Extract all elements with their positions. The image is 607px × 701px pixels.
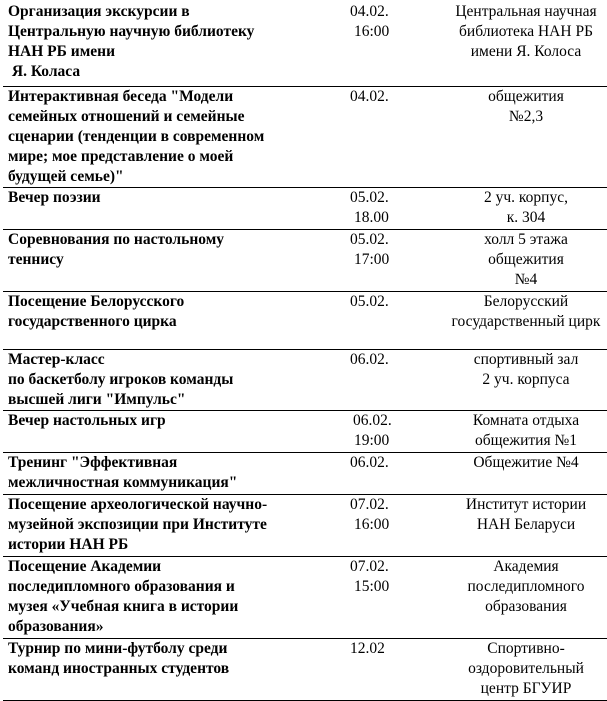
event-place-cell [434, 2, 607, 86]
event-place-line: №2,3 [508, 107, 544, 125]
table-row [3, 410, 607, 452]
event-name-line: Тренинг "Эффективная [8, 453, 178, 471]
event-time: 15:00 [354, 577, 390, 595]
event-name-line: межличностная коммуникация" [8, 473, 238, 491]
event-place-cell [434, 410, 607, 452]
event-place-line: Белорусский [483, 292, 569, 310]
event-place-line: НАН Беларуси [476, 515, 576, 533]
event-name-line: Мастер-класс [8, 350, 105, 368]
event-time: 16:00 [354, 515, 390, 533]
event-time: 16:00 [354, 23, 390, 40]
event-date: 05.02. [350, 188, 389, 206]
event-name-line: музейной экспозиции при Институте [8, 515, 267, 533]
event-place-line: Комната отдыха [472, 411, 580, 429]
event-place-line: общежития [488, 87, 564, 105]
event-time: 18.00 [354, 208, 389, 226]
event-name-cell [3, 187, 342, 229]
event-name-cell [3, 410, 342, 452]
event-date: 04.02. [350, 3, 389, 20]
event-place-cell [434, 86, 607, 187]
event-date: 06.02. [350, 453, 389, 471]
event-place-cell [434, 291, 607, 349]
event-date-cell [342, 349, 434, 410]
table-row [3, 638, 607, 700]
event-name-line: Организация экскурсии в [8, 3, 190, 20]
event-place-line: общежития [488, 250, 564, 268]
event-date: 12.02 [350, 639, 385, 657]
table-row [3, 556, 607, 638]
event-place-line: библиотека НАН РБ [459, 23, 593, 40]
event-place-cell [434, 229, 607, 291]
event-place-line: имени Я. Колоса [470, 43, 582, 60]
event-place-cell [434, 349, 607, 410]
event-place-line: центр БГУИР [480, 679, 572, 697]
event-name-cell [3, 349, 342, 410]
event-place-line: общежития №1 [474, 431, 578, 449]
event-place-line: Центральная научная [455, 3, 597, 20]
event-name-line: команд иностранных студентов [8, 659, 230, 677]
event-name-line: Центральную научную библиотеку [8, 23, 255, 40]
table-row [3, 349, 607, 410]
event-place-line: последипломного [467, 577, 585, 595]
event-name-cell [3, 2, 342, 86]
event-place-line: Общежитие №4 [473, 453, 579, 471]
event-name-line: НАН РБ имени [8, 43, 116, 60]
event-name-line: высшей лиги "Импульс" [8, 390, 186, 408]
event-place-line: государственный цирк [451, 312, 601, 330]
event-name-line: музея «Учебная книга в истории [8, 597, 239, 615]
event-date: 05.02. [350, 292, 389, 310]
table-row [3, 229, 607, 291]
event-place-line: Институт истории [465, 495, 587, 513]
event-date-cell [342, 494, 434, 556]
event-date-cell [342, 2, 434, 86]
event-name-line: Посещение археологической научно- [8, 495, 268, 513]
event-name-line: мире; мое представление о моей [8, 147, 234, 165]
event-place-cell [434, 452, 607, 494]
event-name-line: Я. Коласа [8, 63, 81, 80]
event-name-line: Посещение Белорусского [8, 292, 185, 310]
event-place-line: холл 5 этажа [484, 230, 568, 248]
table-row [3, 2, 607, 86]
event-place-cell [434, 494, 607, 556]
event-date: 05.02. [350, 230, 389, 248]
event-place-line: №4 [514, 270, 538, 288]
event-place-line: Спортивно- [487, 639, 565, 657]
event-date: 06.02. [353, 411, 392, 429]
event-name-cell [3, 638, 342, 700]
event-name-cell [3, 86, 342, 187]
event-name-cell [3, 556, 342, 638]
event-place-cell [434, 556, 607, 638]
event-date-cell [342, 291, 434, 349]
event-date-cell [342, 229, 434, 291]
event-date-cell [342, 452, 434, 494]
table-row [3, 452, 607, 494]
event-name-line: сценарии (тенденции в современном [8, 127, 265, 145]
event-name-cell [3, 291, 342, 349]
event-date-cell [342, 638, 434, 700]
event-name-cell [3, 452, 342, 494]
event-date: 07.02. [350, 557, 389, 575]
event-time: 17:00 [354, 250, 390, 268]
event-place-line: 2 уч. корпус, [484, 188, 568, 206]
table-row [3, 494, 607, 556]
event-time: 19:00 [354, 431, 390, 449]
event-place-cell [434, 187, 607, 229]
event-date: 04.02. [350, 87, 389, 105]
event-name-line: государственного цирка [8, 312, 177, 330]
event-date: 06.02. [350, 350, 389, 368]
event-name-line: Посещение Академии [8, 557, 162, 575]
event-name-line: Вечер настольных игр [8, 411, 166, 429]
event-place-line: к. 304 [506, 208, 546, 226]
event-date-cell [342, 187, 434, 229]
event-place-line: Академия [493, 557, 559, 575]
event-place-line: оздоровительный [468, 659, 584, 677]
event-name-line: истории НАН РБ [8, 535, 129, 553]
event-name-line: семейных отношений и семейные [8, 107, 245, 125]
event-date-cell [342, 410, 434, 452]
event-name-line: будущей семье)" [8, 167, 124, 185]
events-schedule-table [3, 2, 607, 701]
event-name-line: Соревнования по настольному [8, 230, 225, 248]
event-name-line: по баскетболу игроков команды [8, 370, 234, 388]
table-row [3, 86, 607, 187]
event-name-cell [3, 494, 342, 556]
table-row [3, 291, 607, 349]
event-name-line: Турнир по мини-футболу среди [8, 639, 228, 657]
event-place-cell [434, 638, 607, 700]
event-place-line: 2 уч. корпуса [482, 370, 570, 388]
table-row [3, 187, 607, 229]
event-date-cell [342, 556, 434, 638]
event-name-cell [3, 229, 342, 291]
event-name-line: Интерактивная беседа "Модели [8, 87, 234, 105]
event-name-line: Вечер поэзии [8, 188, 101, 206]
event-name-line: теннису [8, 250, 64, 268]
event-place-line: спортивный зал [473, 350, 579, 368]
event-date: 07.02. [350, 495, 389, 513]
event-name-line: образования» [8, 617, 104, 635]
event-date-cell [342, 86, 434, 187]
event-name-line: последипломного образования и [8, 577, 235, 595]
event-place-line: образования [485, 597, 567, 615]
